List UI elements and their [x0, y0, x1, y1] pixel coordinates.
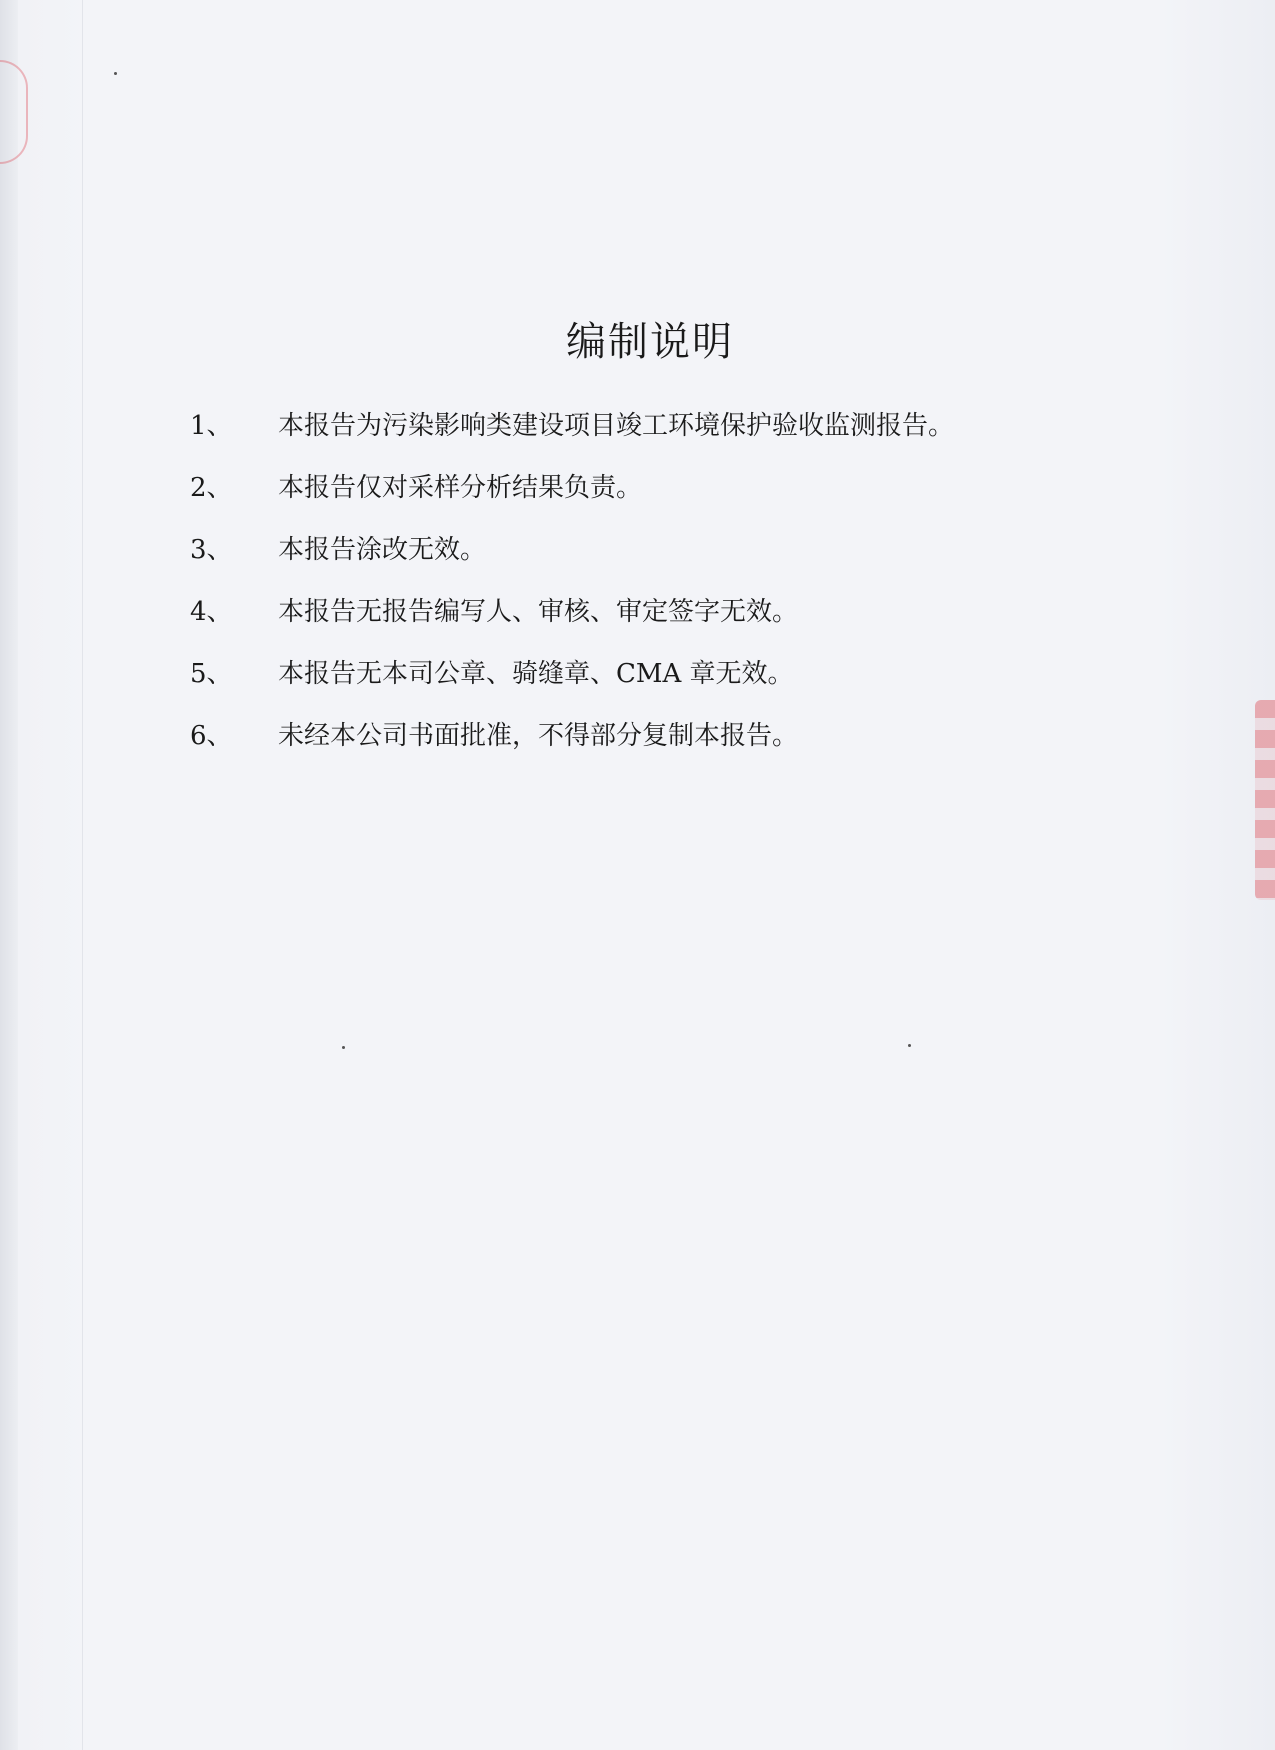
notes-list [190, 410, 954, 782]
note-text: 本报告仅对采样分析结果负责。 [278, 473, 643, 503]
note-item [190, 596, 954, 658]
page-fold-line [82, 0, 83, 1750]
note-text: 本报告为污染影响类建设项目竣工环境保护验收监测报告。 [278, 411, 955, 441]
note-item [190, 410, 954, 472]
document-title: 编制说明 [566, 318, 734, 365]
note-text: 本报告无本司公章、骑缝章、CMA 章无效。 [278, 659, 794, 689]
seal-fragment-right [1255, 700, 1275, 900]
note-number: 4、 [190, 597, 233, 627]
note-item [190, 472, 954, 534]
page-binding-edge [0, 0, 18, 1750]
scan-speck [114, 72, 117, 75]
seal-fragment-left [0, 60, 28, 164]
note-text: 本报告无报告编写人、审核、审定签字无效。 [278, 597, 799, 627]
note-text: 未经本公司书面批准，不得部分复制本报告。 [278, 721, 799, 751]
note-number: 5、 [190, 659, 233, 689]
scan-speck [342, 1046, 345, 1049]
scan-speck [908, 1044, 911, 1047]
note-item [190, 720, 954, 782]
note-item [190, 658, 954, 720]
note-number: 1、 [190, 411, 233, 441]
note-number: 3、 [190, 535, 233, 565]
note-number: 6、 [190, 721, 233, 751]
note-text: 本报告涂改无效。 [278, 535, 487, 565]
note-number: 2、 [190, 473, 233, 503]
note-item [190, 534, 954, 596]
